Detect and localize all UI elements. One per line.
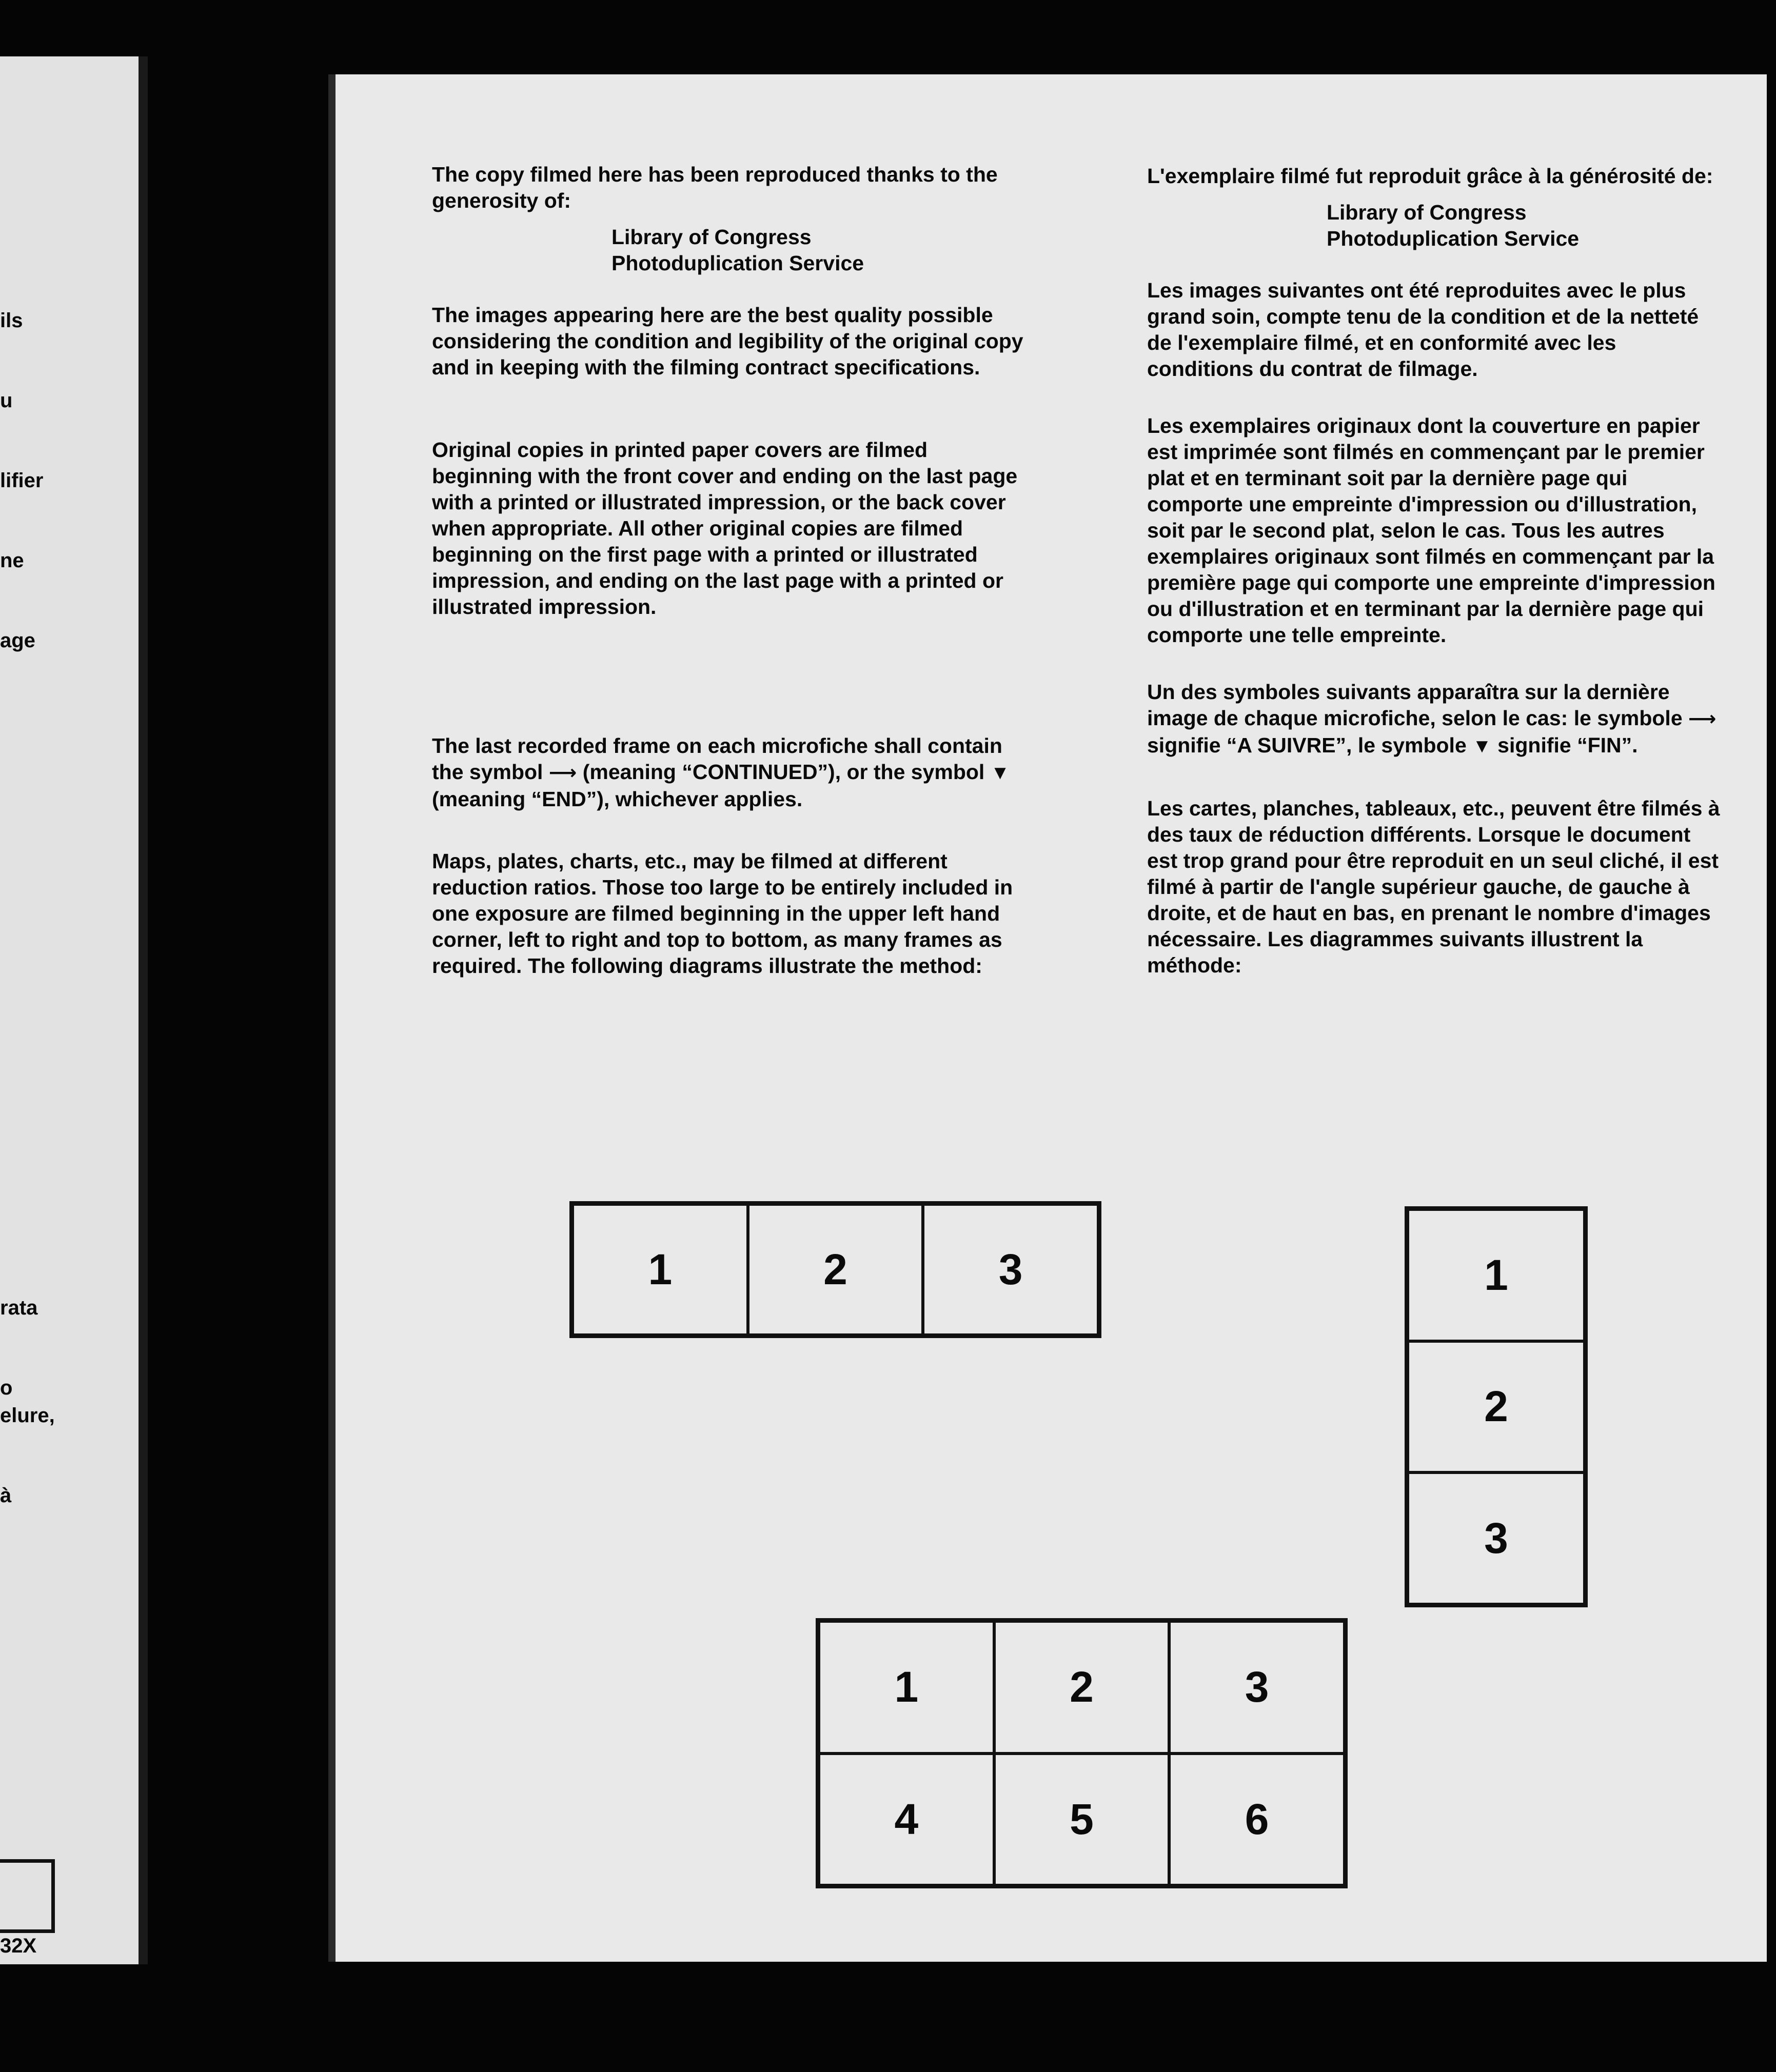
diagram-cell: 2 bbox=[748, 1204, 923, 1335]
institution-line-1: Library of Congress bbox=[611, 225, 812, 249]
fragment-line: ils bbox=[0, 309, 23, 332]
ratio-label: 32X bbox=[0, 1935, 37, 1957]
diagram-cell: 5 bbox=[994, 1754, 1170, 1886]
english-para-4-c: (meaning “END”), whichever applies. bbox=[432, 787, 803, 811]
french-para-4-b: signifie “A SUIVRE”, le symbole bbox=[1147, 733, 1473, 757]
french-para-4-c: signifie “FIN”. bbox=[1491, 733, 1638, 757]
french-para-2: Les images suivantes ont été reproduites avec le plus grand soin, compte tenu de la condition et de la netteté de l'exemplaire filmé, et en conformité avec les conditions du contrat de filmage. bbox=[1147, 278, 1699, 381]
french-para-1: L'exemplaire filmé fut reproduit grâce à la générosité de: bbox=[1147, 164, 1713, 188]
english-para-3: Original copies in printed paper covers are filmed beginning with the front cover and ending on the last page with a printed or illustrated impression, or the back cover when appropriate. All other original copies are filmed beginning on the first page with a printed or illustrated impression, and ending on the last page with a printed or illustrated impression. bbox=[432, 438, 1018, 619]
french-institution bbox=[1147, 200, 1722, 252]
institution-line-1: Library of Congress bbox=[1327, 201, 1527, 224]
diagram-vertical bbox=[1405, 1206, 1588, 1607]
diagram-cell: 3 bbox=[923, 1204, 1098, 1335]
left-fragment-top bbox=[0, 254, 43, 707]
fragment-line: ne bbox=[0, 549, 24, 572]
french-para-5: Les cartes, planches, tableaux, etc., peuvent être filmés à des taux de réduction différents. Lorsque le document est trop grand pour être reproduit en un seul cliché, il est filmé à partir de l'angle supérieur gauche, de gauche à droite, et de haut en bas, en prenant le nombre d'images nécessaire. Les diagrammes suivants illustrent la méthode: bbox=[1147, 796, 1720, 977]
fragment-line: lifier bbox=[0, 469, 44, 492]
end-symbol-icon: ▼ bbox=[990, 762, 1010, 784]
diagram-cell: 3 bbox=[1169, 1621, 1345, 1754]
fragment-line: u bbox=[0, 389, 13, 412]
english-institution bbox=[432, 224, 1027, 276]
diagram-grid bbox=[816, 1618, 1348, 1888]
english-para-1: The copy filmed here has been reproduced thanks to the generosity of: bbox=[432, 163, 998, 212]
adjacent-page bbox=[0, 56, 148, 1964]
film-border bbox=[0, 1980, 1776, 2072]
french-para-4-a: Un des symboles suivants apparaîtra sur la dernière image de chaque microfiche, selon le cas: le symbole bbox=[1147, 680, 1689, 730]
fragment-line: o bbox=[0, 1377, 13, 1399]
diagram-horizontal bbox=[569, 1201, 1101, 1338]
english-column bbox=[432, 162, 1027, 979]
diagram-cell: 1 bbox=[1408, 1209, 1585, 1341]
english-para-4-b: (meaning “CONTINUED”), or the symbol bbox=[577, 760, 991, 784]
diagram-cell: 2 bbox=[994, 1621, 1170, 1754]
end-symbol-icon: ▼ bbox=[1472, 735, 1492, 757]
diagram-cell: 3 bbox=[1408, 1472, 1585, 1604]
left-fragment-low bbox=[0, 1349, 55, 1562]
diagram-cell: 6 bbox=[1169, 1754, 1345, 1886]
institution-line-2: Photoduplication Service bbox=[611, 251, 864, 275]
english-para-4-a: The last recorded frame on each microfiche shall contain the symbol bbox=[432, 734, 1002, 784]
fragment-line: age bbox=[0, 629, 35, 652]
english-para-4 bbox=[432, 733, 1027, 812]
arrow-symbol-icon: ⟶ bbox=[548, 762, 577, 784]
diagram-cell: 1 bbox=[819, 1621, 994, 1754]
arrow-symbol-icon: ⟶ bbox=[1688, 708, 1716, 730]
english-para-2: The images appearing here are the best quality possible considering the condition and legibility of the original copy and in keeping with the filming contract specifications. bbox=[432, 303, 1023, 379]
french-column bbox=[1147, 163, 1722, 979]
reduction-box bbox=[0, 1859, 55, 1933]
french-para-4 bbox=[1147, 679, 1722, 760]
institution-line-2: Photoduplication Service bbox=[1327, 227, 1580, 250]
diagram-cell: 1 bbox=[573, 1204, 748, 1335]
fragment-line: rata bbox=[0, 1297, 38, 1319]
french-para-3: Les exemplaires originaux dont la couverture en papier est imprimée sont filmés en commençant par le premier plat et en terminant soit par la dernière page qui comporte une empreinte d'impression ou d'illustration, soit par le second plat, selon le cas. Tous les autres exemplaires originaux sont filmés en commençant par la première page qui comporte une empreinte d'impression ou d'illustration et en terminant par la dernière page qui comporte une telle empreinte. bbox=[1147, 414, 1715, 647]
english-para-5: Maps, plates, charts, etc., may be filmed at different reduction ratios. Those too large to be entirely included in one exposure are filmed beginning in the upper left hand corner, left to right and top to bottom, as many frames as required. The following diagrams illustrate the method: bbox=[432, 849, 1013, 978]
fragment-line: à bbox=[0, 1484, 12, 1507]
fragment-line: elure, bbox=[0, 1404, 55, 1427]
diagram-cell: 2 bbox=[1408, 1341, 1585, 1473]
diagram-cell: 4 bbox=[819, 1754, 994, 1886]
